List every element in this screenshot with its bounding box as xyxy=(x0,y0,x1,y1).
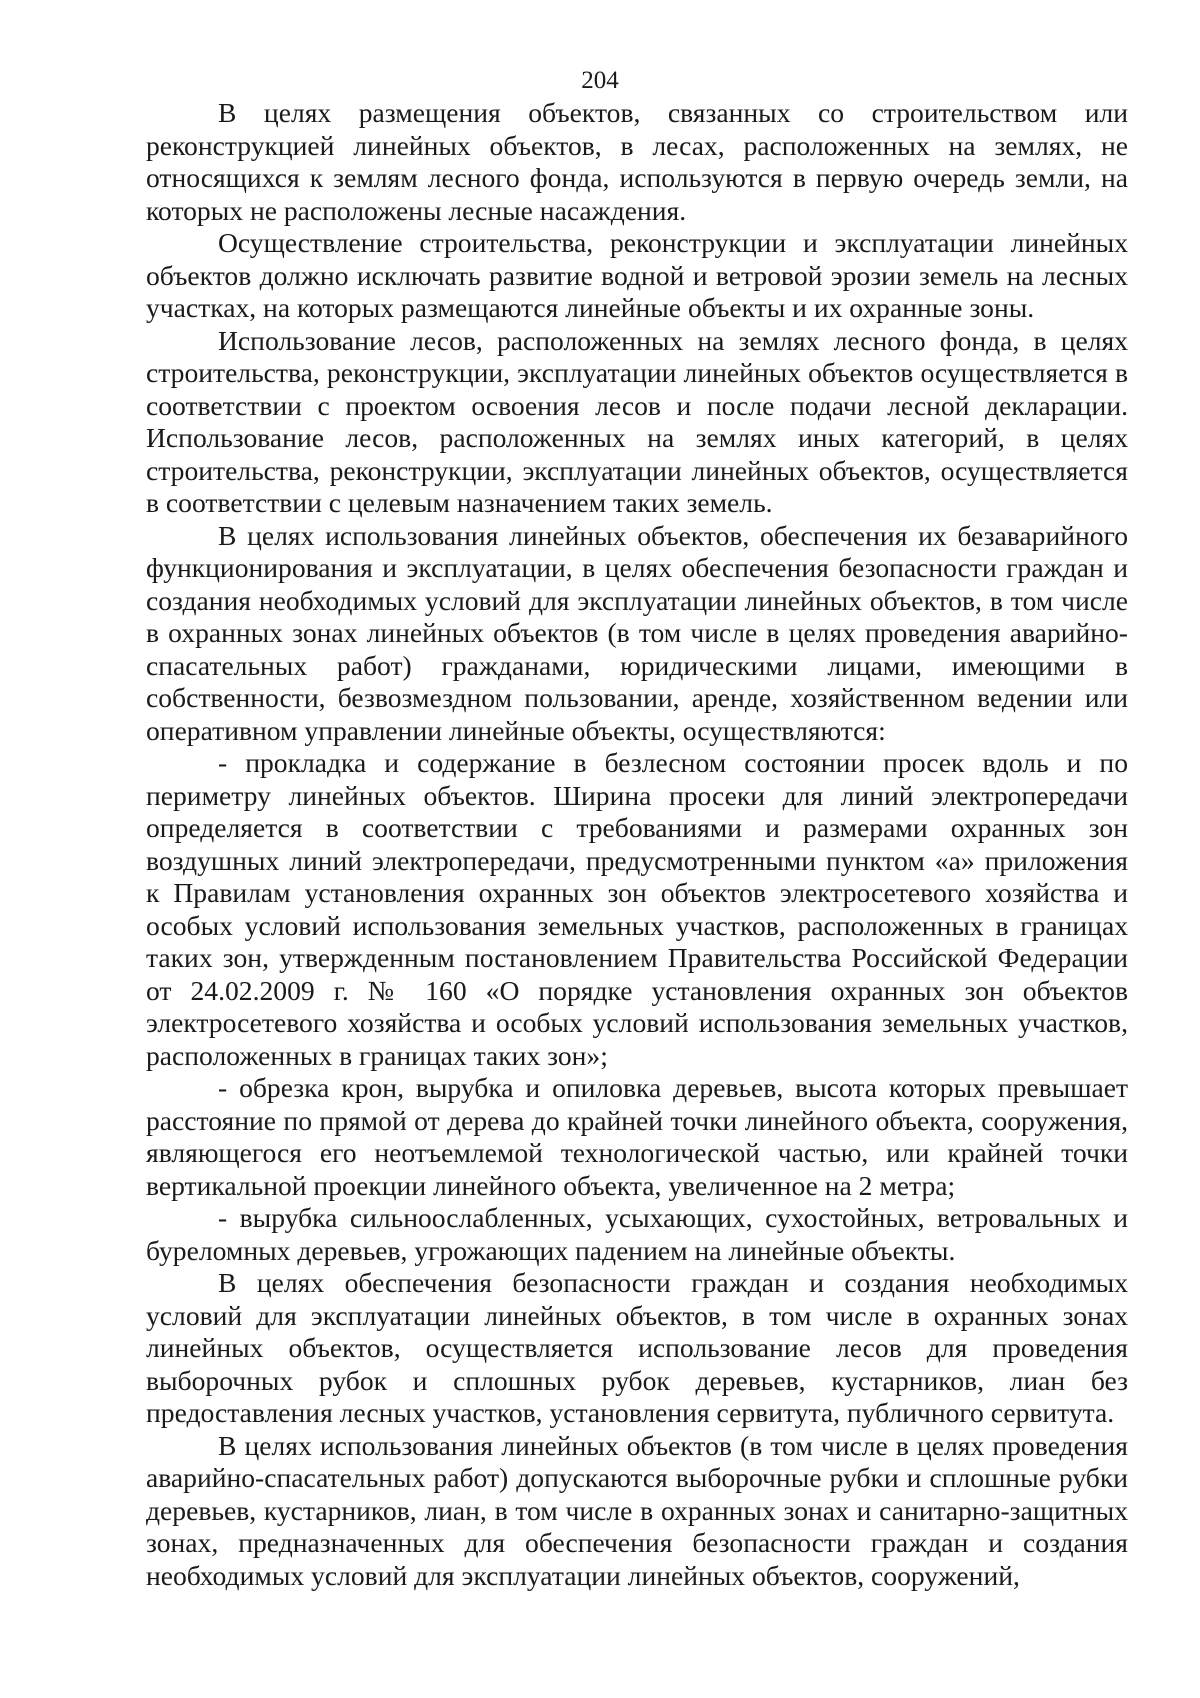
paragraph-2: Осуществление строительства, реконструкции и эксплуатации линейных объектов должно исключать развитие водной и ветровой эрозии земель на лесных участках, на которых размещаются линейные объекты и их охранные зоны. xyxy=(146,227,1128,323)
document-body xyxy=(146,97,1128,1592)
list-item-clearing: - прокладка и содержание в безлесном состоянии просек вдоль и по периметру линейных объектов. Ширина просеки для линий электропередачи определяется в соответствии с требованиями и размерами охранных зон воздушных линий электропередачи, предусмотренными пунктом «а» приложения к Правилам установления охранных зон объектов электросетевого хозяйства и особых условий использования земельных участков, расположенных в границах таких зон, утвержденным постановлением Правительства Российской Федерации от 24.02.2009 г. № 160 «О порядке установления охранных зон объектов электросетевого хозяйства и особых условий использования земельных участков, расположенных в границах таких зон»; xyxy=(146,747,1128,1071)
list-item-felling: - вырубка сильноослабленных, усыхающих, сухостойных, ветровальных и буреломных деревьев, угрожающих падением на линейные объекты. xyxy=(146,1202,1128,1266)
paragraph-6: В целях использования линейных объектов (в том числе в целях проведения аварийно-спасательных работ) допускаются выборочные рубки и сплошные рубки деревьев, кустарников, лиан, в том числе в охранных зонах и санитарно-защитных зонах, предназначенных для обеспечения безопасности граждан и создания необходимых условий для эксплуатации линейных объектов, сооружений, xyxy=(146,1429,1128,1591)
page-number: 204 xyxy=(581,67,619,94)
paragraph-5: В целях обеспечения безопасности граждан и создания необходимых условий для эксплуатации линейных объектов, в том числе в охранных зонах линейных объектов, осуществляется использование лесов для проведения выборочных рубок и сплошных рубок деревьев, кустарников, лиан без предоставления лесных участков, установления сервитута, публичного сервитута. xyxy=(146,1267,1128,1428)
paragraph-4: В целях использования линейных объектов, обеспечения их безаварийного функционирования и эксплуатации, в целях обеспечения безопасности граждан и создания необходимых условий для эксплуатации линейных объектов, в том числе в охранных зонах линейных объектов (в том числе в целях проведения аварийно-спасательных работ) гражданами, юридическими лицами, имеющими в собственности, безвозмездном пользовании, аренде, хозяйственном ведении или оперативном управлении линейные объекты, осуществляются: xyxy=(146,519,1128,746)
paragraph-3: Использование лесов, расположенных на землях лесного фонда, в целях строительства, реконструкции, эксплуатации линейных объектов осуществляется в соответствии с проектом освоения лесов и после подачи лесной декларации. Использование лесов, расположенных на землях иных категорий, в целях строительства, реконструкции, эксплуатации линейных объектов, осуществляется в соответствии с целевым назначением таких земель. xyxy=(146,324,1128,518)
paragraph-1: В целях размещения объектов, связанных со строительством или реконструкцией линейных объектов, в лесах, расположенных на землях, не относящихся к землям лесного фонда, используются в первую очередь земли, на которых не расположены лесные насаждения. xyxy=(146,97,1128,226)
list-item-pruning: - обрезка крон, вырубка и опиловка деревьев, высота которых превышает расстояние по прямой от дерева до крайней точки линейного объекта, сооружения, являющегося его неотъемлемой технологической частью, или крайней точки вертикальной проекции линейного объекта, увеличенное на 2 метра; xyxy=(146,1072,1128,1201)
